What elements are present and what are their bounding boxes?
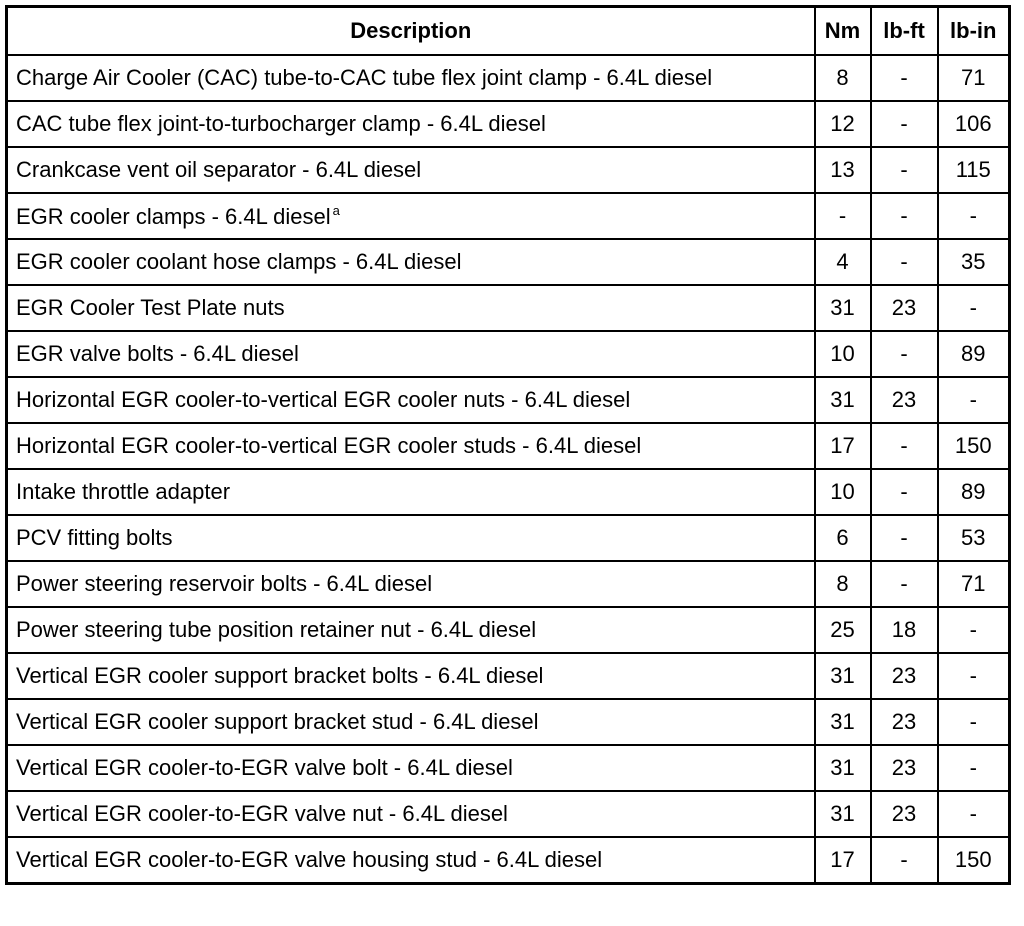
row-nm-value: 31 [815,285,871,331]
row-description: CAC tube flex joint-to-turbocharger clamp - 6.4L diesel [16,111,546,136]
row-description-cell [7,193,815,239]
row-lbft-value: - [871,55,938,101]
row-nm-value: 10 [815,469,871,515]
table-row [7,101,1010,147]
row-nm-value: 17 [815,423,871,469]
table-row [7,791,1010,837]
row-nm-value: 31 [815,699,871,745]
table-row [7,377,1010,423]
row-description: Horizontal EGR cooler-to-vertical EGR cooler studs - 6.4L diesel [16,433,642,458]
row-nm-value: 10 [815,331,871,377]
row-lbft-value: 23 [871,653,938,699]
row-description: EGR cooler clamps - 6.4L diesel [16,204,331,229]
row-description: EGR Cooler Test Plate nuts [16,295,285,320]
row-lbin-value: 35 [938,239,1010,285]
row-lbin-value: 71 [938,55,1010,101]
row-description-cell [7,239,815,285]
row-description-cell [7,147,815,193]
header-lbft: lb-ft [871,7,938,56]
row-nm-value: 8 [815,561,871,607]
table-row [7,607,1010,653]
row-description-cell [7,101,815,147]
table-row [7,147,1010,193]
row-lbft-value: - [871,193,938,239]
row-description: Power steering tube position retainer nut - 6.4L diesel [16,617,537,642]
row-description: Vertical EGR cooler support bracket bolts - 6.4L diesel [16,663,544,688]
row-lbin-value: 89 [938,469,1010,515]
row-description: Vertical EGR cooler support bracket stud - 6.4L diesel [16,709,539,734]
row-nm-value: 4 [815,239,871,285]
row-nm-value: 13 [815,147,871,193]
row-description-cell [7,55,815,101]
row-lbin-value: - [938,653,1010,699]
row-lbin-value: 71 [938,561,1010,607]
table-row [7,193,1010,239]
row-description-cell [7,653,815,699]
row-description-cell [7,469,815,515]
row-nm-value: 6 [815,515,871,561]
row-lbft-value: 23 [871,791,938,837]
header-lbin: lb-in [938,7,1010,56]
row-lbft-value: - [871,147,938,193]
row-description: Vertical EGR cooler-to-EGR valve bolt - 6.4L diesel [16,755,513,780]
row-lbin-value: 53 [938,515,1010,561]
row-lbin-value: - [938,377,1010,423]
row-lbft-value: - [871,561,938,607]
header-description: Description [7,7,815,56]
table-row [7,699,1010,745]
row-description: PCV fitting bolts [16,525,173,550]
row-nm-value: 12 [815,101,871,147]
table-row [7,423,1010,469]
table-row [7,561,1010,607]
row-lbft-value: - [871,239,938,285]
header-nm: Nm [815,7,871,56]
row-description-cell [7,699,815,745]
row-lbft-value: - [871,469,938,515]
row-lbft-value: - [871,837,938,884]
row-nm-value: 8 [815,55,871,101]
table-row [7,331,1010,377]
row-lbin-value: - [938,607,1010,653]
row-description: Crankcase vent oil separator - 6.4L diesel [16,157,422,182]
row-description-cell [7,331,815,377]
row-nm-value: 31 [815,653,871,699]
row-lbin-value: 89 [938,331,1010,377]
row-lbin-value: 150 [938,837,1010,884]
table-row [7,745,1010,791]
row-lbin-value: - [938,193,1010,239]
row-lbft-value: 23 [871,377,938,423]
row-lbin-value: 150 [938,423,1010,469]
table-row [7,469,1010,515]
row-description: Power steering reservoir bolts - 6.4L diesel [16,571,433,596]
row-lbft-value: - [871,101,938,147]
row-nm-value: 25 [815,607,871,653]
row-lbin-value: 115 [938,147,1010,193]
table-row [7,515,1010,561]
row-lbft-value: 23 [871,699,938,745]
row-lbft-value: - [871,423,938,469]
row-description: Charge Air Cooler (CAC) tube-to-CAC tube flex joint clamp - 6.4L diesel [16,65,713,90]
row-nm-value: - [815,193,871,239]
row-description: Vertical EGR cooler-to-EGR valve housing stud - 6.4L diesel [16,847,603,872]
row-description-cell [7,607,815,653]
row-description: Vertical EGR cooler-to-EGR valve nut - 6.4L diesel [16,801,508,826]
row-description-cell [7,745,815,791]
row-description: Horizontal EGR cooler-to-vertical EGR cooler nuts - 6.4L diesel [16,387,631,412]
table-row [7,55,1010,101]
row-description: EGR valve bolts - 6.4L diesel [16,341,299,366]
row-lbft-value: - [871,515,938,561]
row-description-cell [7,791,815,837]
row-description-cell [7,515,815,561]
table-row [7,285,1010,331]
table-row [7,837,1010,884]
row-lbin-value: - [938,285,1010,331]
row-lbft-value: - [871,331,938,377]
row-nm-value: 17 [815,837,871,884]
row-description-cell [7,377,815,423]
row-lbft-value: 23 [871,285,938,331]
table-row [7,653,1010,699]
row-description-cell [7,285,815,331]
row-lbin-value: 106 [938,101,1010,147]
footnote-marker: a [332,203,340,218]
row-description-cell [7,837,815,884]
row-description-cell [7,561,815,607]
row-lbft-value: 23 [871,745,938,791]
row-lbin-value: - [938,745,1010,791]
row-lbin-value: - [938,699,1010,745]
table-row [7,239,1010,285]
torque-spec-table [5,5,1011,885]
row-description-cell [7,423,815,469]
table-body [7,55,1010,884]
row-description: Intake throttle adapter [16,479,231,504]
row-nm-value: 31 [815,745,871,791]
row-nm-value: 31 [815,377,871,423]
table-header-row [7,7,1010,56]
row-description: EGR cooler coolant hose clamps - 6.4L diesel [16,249,462,274]
row-lbin-value: - [938,791,1010,837]
row-nm-value: 31 [815,791,871,837]
row-lbft-value: 18 [871,607,938,653]
